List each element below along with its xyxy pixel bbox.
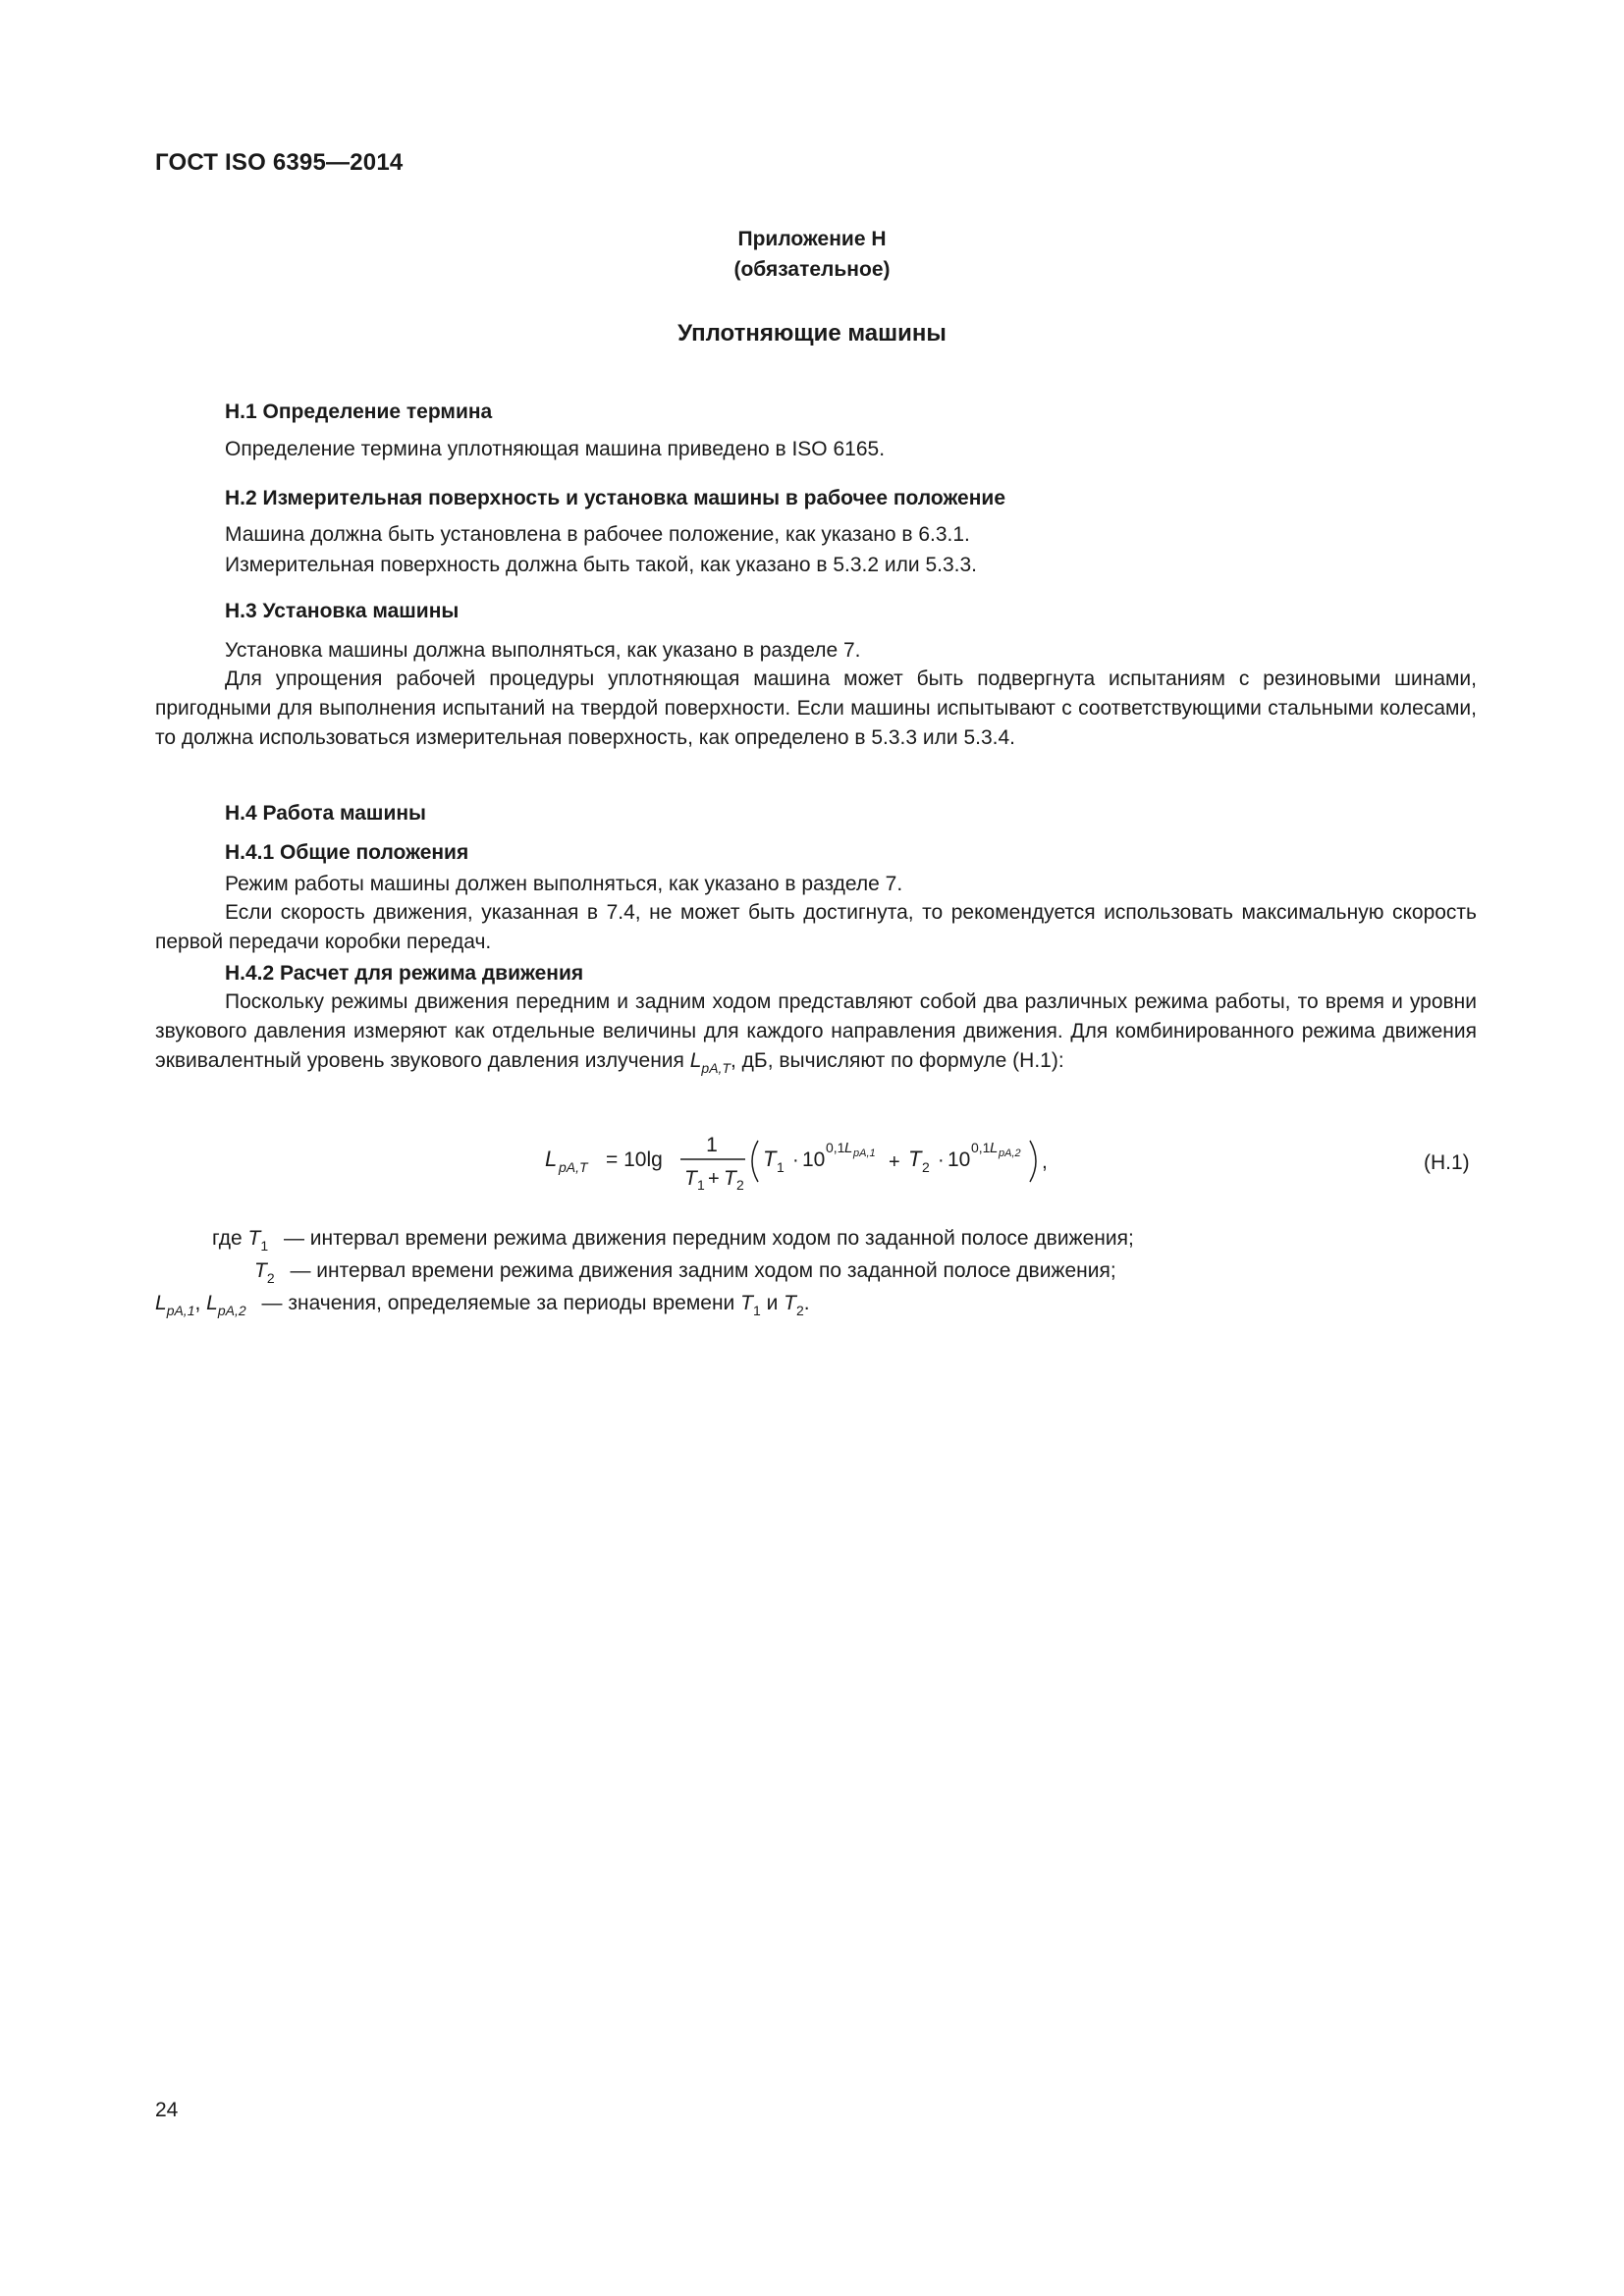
- formula-den-plus: +: [708, 1168, 720, 1190]
- legend-row-lpa: $L_{pA,1}$, $L_{pA,2}$ — значения, определяемые за периоды времени $T_1$ и $T_2$.: [155, 1292, 810, 1318]
- section-h2-line1: Машина должна быть установлена в рабочее положение, как указано в 6.3.1.: [225, 523, 970, 546]
- formula-lhs-sub: pA,T: [559, 1159, 588, 1175]
- formula-plus: +: [889, 1151, 900, 1173]
- formula-term-sub1: 1: [777, 1159, 785, 1175]
- section-h1-text: Определение термина уплотняющая машина приведено в ISO 6165.: [225, 438, 886, 460]
- formula-h1: [545, 1129, 1095, 1198]
- section-h4-heading: Н.4 Работа машины: [225, 802, 426, 825]
- formula-open-paren: [752, 1141, 758, 1182]
- formula-dot-1: ·: [792, 1149, 799, 1171]
- formula-exp-L-2: L: [990, 1140, 999, 1156]
- section-h42-heading: Н.4.2 Расчет для режима движения: [225, 962, 584, 985]
- annex-title: Приложение Н: [737, 228, 887, 250]
- formula-exp-L-1: L: [844, 1140, 853, 1156]
- section-h41-line1: Режим работы машины должен выполняться, как указано в разделе 7.: [225, 873, 903, 895]
- formula-dot-2: ·: [938, 1149, 945, 1171]
- section-h42-paragraph: Поскольку режимы движения передним и задним ходом представляют собой два различных режима работы, то время и уровни звукового давления измеряют как отдельные величины для каждого направления движения. Для комбинированного режима движения эквивалентный уровень звукового давления излучения $L_{pA,T}$, дБ, вычисляют по формуле (Н.1):: [155, 990, 1477, 1076]
- formula-exp-coef-1: 0,1: [826, 1140, 845, 1155]
- section-h2-heading: Н.2 Измерительная поверхность и установка машины в рабочее положение: [225, 487, 1006, 509]
- section-h3-heading: Н.3 Установка машины: [225, 600, 460, 622]
- formula-term-T2: T: [908, 1147, 922, 1171]
- formula-eq: = 10lg: [606, 1148, 663, 1171]
- section-h2-line2: Измерительная поверхность должна быть такой, как указано в 5.3.2 или 5.3.3.: [225, 554, 977, 576]
- formula-den-sub1: 1: [697, 1177, 705, 1193]
- formula-ten-1: 10: [802, 1148, 826, 1171]
- formula-term-sub2: 2: [922, 1159, 930, 1175]
- section-h41-paragraph: Если скорость движения, указанная в 7.4, не может быть достигнута, то рекомендуется использовать максимальную скорость первой передачи коробки передач.: [155, 901, 1477, 953]
- formula-frac-num: 1: [706, 1134, 718, 1156]
- formula-exp-coef-2: 0,1: [971, 1140, 991, 1155]
- formula-term-T1: T: [763, 1147, 777, 1171]
- legend-row-t1: где $T_1$ — интервал времени режима движения передним ходом по заданной полосе движения;: [212, 1227, 1134, 1254]
- annex-name: Уплотняющие машины: [677, 320, 947, 347]
- legend-row-t2: $T_2$ — интервал времени режима движения задним ходом по заданной полосе движения;: [254, 1259, 1116, 1286]
- formula-den-T2: T: [724, 1167, 736, 1190]
- document-code: ГОСТ ISO 6395—2014: [155, 149, 404, 176]
- page-number: 24: [155, 2099, 179, 2121]
- section-h1-heading: Н.1 Определение термина: [225, 400, 493, 423]
- section-h3-paragraph: Для упрощения рабочей процедуры уплотняющая машина может быть подвергнута испытаниям с резиновыми шинами, пригодными для выполнения испытаний на твердой поверхности. Если машины испытывают с соответствующими стальными колесами, то должна использоваться измерительная поверхность, как определено в 5.3.3 или 5.3.4.: [155, 667, 1477, 749]
- formula-den-T1: T: [684, 1167, 697, 1190]
- formula-lhs-L: L: [545, 1147, 558, 1171]
- annex-status: (обязательное): [733, 258, 891, 281]
- formula-comma: ,: [1042, 1150, 1048, 1173]
- section-h41-heading: Н.4.1 Общие положения: [225, 841, 469, 864]
- formula-exp-sub-1: pA,1: [853, 1148, 876, 1159]
- formula-number: (Н.1): [1424, 1151, 1470, 1174]
- section-h3-line1: Установка машины должна выполняться, как указано в разделе 7.: [225, 639, 861, 662]
- formula-close-paren: [1030, 1141, 1036, 1182]
- formula-exp-sub-2: pA,2: [999, 1148, 1021, 1159]
- formula-ten-2: 10: [947, 1148, 971, 1171]
- formula-den-sub2: 2: [736, 1177, 744, 1193]
